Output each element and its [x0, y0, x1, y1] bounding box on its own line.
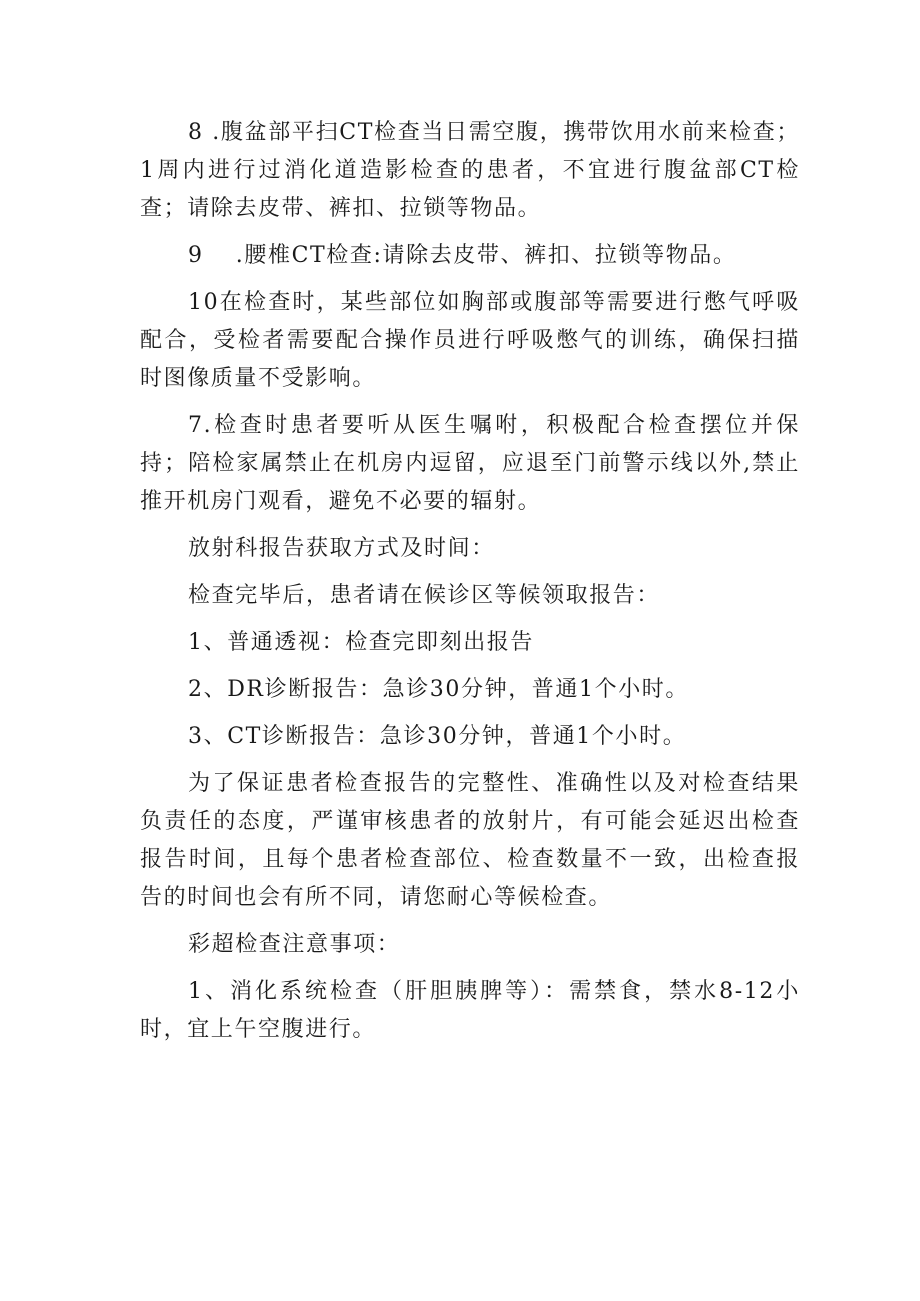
list-item-fluoroscopy: 1、普通透视：检查完即刻出报告	[188, 630, 534, 655]
list-item-ct-report: 3、CT诊断报告：急诊30分钟，普通1个小时。	[188, 724, 687, 749]
section-heading-ultrasound: 彩超检查注意事项：	[188, 932, 401, 957]
paragraph-ct-lumbar: 9 .腰椎CT检查:请除去皮带、裤扣、拉锁等物品。	[188, 243, 737, 268]
paragraph-wait-for-report: 检查完毕后，患者请在候诊区等候领取报告：	[188, 583, 661, 608]
section-heading-report-retrieval: 放射科报告获取方式及时间：	[188, 536, 495, 561]
list-item-dr-report: 2、DR诊断报告：急诊30分钟，普通1个小时。	[188, 677, 689, 702]
list-item-digestive-exam: 1、消化系统检查（肝胆胰脾等）：需禁食，禁水8-12小时，宜上午空腹进行。	[140, 979, 800, 1042]
paragraph-breath-hold: 10在检查时，某些部位如胸部或腹部等需要进行憋气呼吸配合，受检者需要配合操作员进行呼吸憋气的训练，确保扫描时图像质量不受影响。	[140, 290, 800, 391]
paragraph-positioning: 7.检查时患者要听从医生嘱咐，积极配合检查摆位并保持；陪检家属禁止在机房内逗留，应退至门前警示线以外,禁止推开机房门观看，避免不必要的辐射。	[140, 413, 800, 514]
paragraph-ct-abdomen-pelvis: 8 .腹盆部平扫CT检查当日需空腹，携带饮用水前来检查；1周内进行过消化道造影检查的患者，不宜进行腹盆部CT检查；请除去皮带、裤扣、拉锁等物品。	[140, 120, 800, 221]
paragraph-report-delay: 为了保证患者检查报告的完整性、准确性以及对检查结果负责任的态度，严谨审核患者的放射片，有可能会延迟出检查报告时间，且每个患者检查部位、检查数量不一致，出检查报告的时间也会有所不同，请您耐心等候检查。	[140, 771, 800, 910]
document-body	[140, 114, 800, 1058]
